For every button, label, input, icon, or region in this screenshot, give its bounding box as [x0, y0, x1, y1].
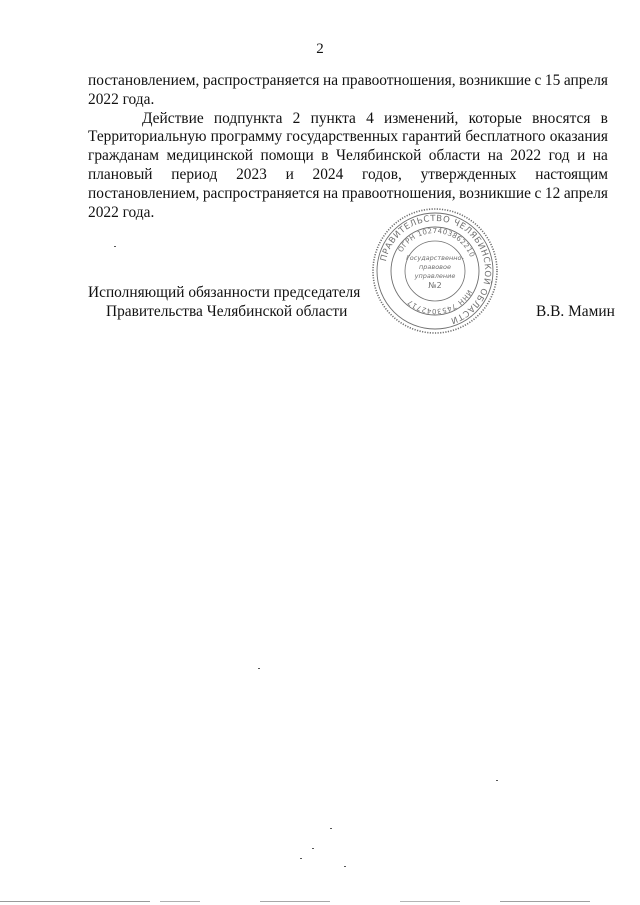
scan-speck: [496, 780, 498, 781]
paragraph-2-line-1: [88, 110, 608, 129]
line-text: Действие подпункта 2 пункта 4 изменений, которые вносятся в: [142, 109, 608, 127]
scan-speck: [114, 246, 116, 247]
paragraph-1-line-1: [88, 72, 608, 91]
document-body: [88, 72, 608, 222]
scan-speck: [330, 828, 332, 829]
seal-inner-line-4: №2: [428, 281, 442, 290]
line-text: постановлением, распространяется на правоотношения, возникшие с 15 апреля: [88, 72, 608, 89]
seal-outer-text: ПРАВИТЕЛЬСТВО ЧЕЛЯБИНСКОЙ ОБЛАСТИ: [378, 213, 493, 326]
paragraph-2-line-4: [88, 166, 608, 185]
seal-inn-text: ИНН 7453042717: [405, 288, 474, 316]
paragraph-2-line-3: [88, 147, 608, 166]
signatory-role-line-1: Исполняющий обязанности председателя: [88, 284, 361, 301]
signatory-name: В.В. Мамин: [536, 303, 615, 320]
paragraph-2-line-6: 2022 года.: [88, 203, 155, 221]
official-seal: [370, 206, 500, 336]
scan-speck: [344, 866, 346, 867]
line-text: гражданам медицинской помощи в Челябинской области на 2022 год и на: [88, 147, 608, 165]
paragraph-2: [88, 110, 608, 223]
line-text: плановый период 2023 и 2024 годов, утвержденных настоящим: [88, 165, 608, 183]
signatory-role: [88, 284, 360, 322]
line-text: постановлением, распространяется на правоотношения, возникшие с 12 апреля: [88, 184, 608, 202]
scan-edge-noise: [0, 900, 640, 903]
page-number: 2: [316, 41, 324, 57]
signatory-role-line-2: Правительства Челябинской области: [106, 302, 348, 320]
paragraph-2-line-5: [88, 185, 608, 204]
seal-inner-line-1: Государственно-: [406, 254, 464, 262]
seal-ogrn-text: ОГРН 1027403862210: [396, 226, 477, 259]
paragraph-2-line-2: [88, 128, 608, 147]
scan-speck: [312, 848, 314, 849]
paragraph-1: [88, 72, 608, 110]
paragraph-1-line-2: 2022 года.: [88, 90, 155, 108]
seal-inner-line-3: управление: [414, 272, 456, 280]
seal-inner-line-2: правовое: [419, 263, 451, 271]
scan-speck: [300, 858, 302, 859]
line-text: Территориальную программу государственных гарантий бесплатного оказания: [88, 128, 608, 146]
scan-speck: [258, 668, 260, 669]
